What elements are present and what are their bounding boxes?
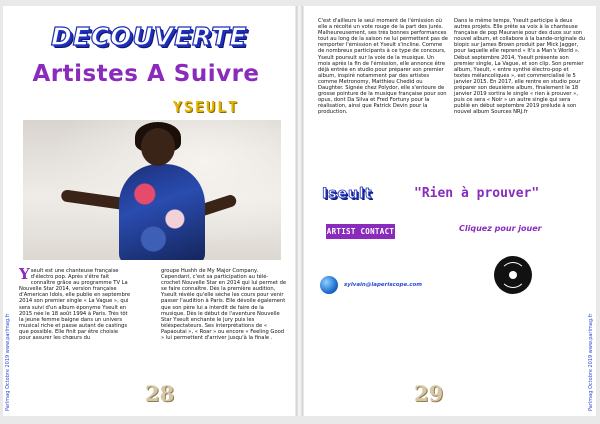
vinyl-disc-icon[interactable] bbox=[494, 256, 532, 294]
article-text: groupe Hushh de My Major Company. Cependant, c'est sa participation au télé-crochet Nouvelle Star en 2014 qui lui permet de se faire connaître. Dès la première audition, Yseult révèle qu'elle sèche les cours pour venir passer l'audition à Paris. Elle dévoile également que son père lui a interdit de faire de la musique. Dès le début de l'aventure Nouvelle Star Yseult enchante le jury puis les téléspectateurs. Ses interprétations de « Papaoutai », « Roar » ou encore « Feeling Good » lui permettent d'arriver jusqu'à la finale . bbox=[161, 268, 287, 342]
side-caption: Parlmag Octobre 2019 www.parlmag.fr bbox=[588, 313, 594, 411]
email-link[interactable]: sylvain@laperiscope.com bbox=[344, 282, 423, 288]
globe-icon bbox=[320, 276, 338, 294]
section-heading: DECOUVERTE bbox=[51, 22, 248, 51]
page-gutter bbox=[296, 6, 303, 416]
artist-contact-button[interactable]: ARTIST CONTACT bbox=[326, 224, 395, 239]
right-page bbox=[304, 6, 596, 416]
page-title: Artistes A Suivre bbox=[32, 61, 260, 87]
article-column-4 bbox=[454, 18, 586, 116]
artist-tag: Iseult bbox=[322, 186, 373, 202]
article-column-2 bbox=[161, 268, 287, 341]
side-caption: Parlmag Octobre 2019 www.parlmag.fr bbox=[5, 313, 11, 411]
article-column-3 bbox=[318, 18, 448, 116]
left-page bbox=[3, 6, 295, 416]
page-number: 28 bbox=[145, 381, 175, 406]
artist-photo bbox=[23, 120, 281, 260]
drop-cap: Y bbox=[19, 265, 30, 283]
article-column-1 bbox=[19, 265, 131, 342]
page-number: 29 bbox=[414, 381, 444, 406]
article-text: seult est une chanteuse française d'électro pop. Après s'être fait connaître grâce au programme TV La Nouvelle Star 2014, version française d'American Idols, elle publie en septembre 2014 son premier single « La Vague », qui sera suivi d'un album éponyme Yseult en 2015 née le 18 août 1994 à Paris. Très tôt la jeune femme baigne dans un univers musical riche et passe autant de castings que possible. Elle finit par être choisie pour assurer les chœurs du bbox=[19, 268, 131, 342]
artist-name: YSEULT bbox=[172, 98, 240, 116]
play-link[interactable]: Cliquez pour jouer bbox=[459, 224, 542, 233]
article-text: Dans le même temps, Yseult participe à deux autres projets. Elle prête sa voix à la chanteuse française de pop Mauranie pour des duos sur son nouvel album, et collabore à la bande-originale du biopic sur James Brown produit par Mick Jagger, pour laquelle elle reprend « It's a Man's World ». Début septembre 2014, Yseult présente son premier single, La Vague, et son clip. Son premier album, Yseult, « entre synthé électro-pop et textes mélancoliques », est commercialisé le 5 janvier 2015. En 2017, elle rentre en studio pour préparer son deuxième album, finalement le 18 janvier 2019 sortira le single « rien à prouver », puis ce sera « Noir » un autre single qui sera publié en début septembre 2019 prélude à son nouvel album Sources NRJ.fr bbox=[454, 18, 586, 116]
song-title: "Rien à prouver" bbox=[414, 186, 540, 201]
article-text: C'est d'ailleurs le seul moment de l'émission où elle a récolté un vote rouge de la part des jurés. Malheureusement, ses très bonnes performances tout au long de la saison ne lui permettent pas de remporter l'émission et Yseult s'incline. Comme de nombreux participants à ce type de concours, Yseult poursuit sur la voie de la musique. Un mois après la fin de l'émission, elle annonce être déjà entrée en studio pour préparer son premier album, inspiré notamment par des artistes comme Metronomy, Matthieu Chedid ou Daughter. Signée chez Polydor, elle s'entoure de grosse pointure de la musique française pour son opus, dont Da Silva et Fred Fortuny pour la réalisation, ainsi que Patrick Devin pour la production. bbox=[318, 18, 448, 116]
